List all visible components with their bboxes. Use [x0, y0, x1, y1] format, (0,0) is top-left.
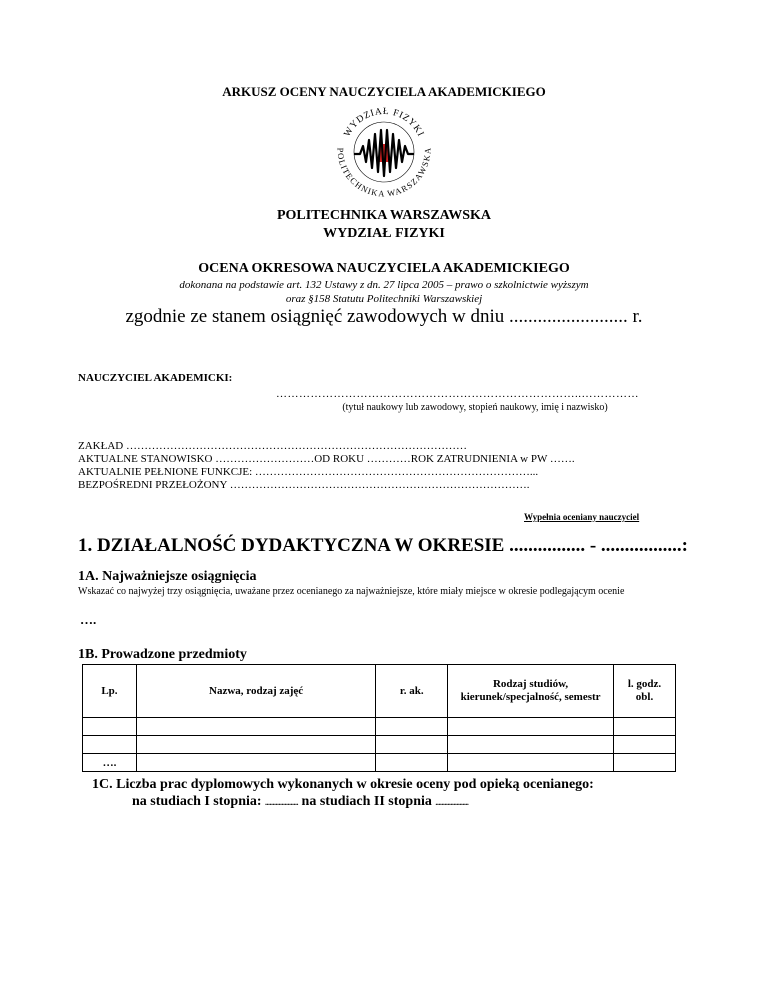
- section-1c-title: 1C. Liczba prac dyplomowych wykonanych w okresie oceny pod opieką ocenianego:: [92, 777, 594, 792]
- section-1a-title: 1A. Najważniejsze osiągnięcia: [78, 569, 257, 584]
- legal-basis-line-1: dokonana na podstawie art. 132 Ustawy z dn. 27 lipca 2005 – prawo o szkolnictwie wyższym: [179, 279, 589, 291]
- institution-name: POLITECHNIKA WARSZAWSKA: [276, 208, 492, 223]
- teacher-name-field[interactable]: ……………………………………………………………………..……………: [276, 388, 639, 400]
- col-header-year: r. ak.: [376, 665, 448, 718]
- table-cell[interactable]: [614, 718, 676, 736]
- teacher-name-caption: (tytuł naukowy lub zawodowy, stopień naukowy, imię i nazwisko): [342, 402, 608, 413]
- table-header-row: [83, 665, 676, 718]
- table-row: [83, 754, 676, 772]
- table-cell[interactable]: [614, 754, 676, 772]
- faculty-name: WYDZIAŁ FIZYKI: [323, 226, 445, 241]
- col-header-study-type: Rodzaj studiów, kierunek/specjalność, semestr: [448, 665, 614, 718]
- col-header-lp: Lp.: [83, 665, 137, 718]
- section-1b-title: 1B. Prowadzone przedmioty: [78, 647, 247, 662]
- position-field[interactable]: AKTUALNE STANOWISKO ………………………OD ROKU …………ROK ZATRUDNIENIA w PW …….: [78, 453, 575, 465]
- functions-field[interactable]: AKTUALNIE PEŁNIONE FUNKCJE: …………………………………………………………………...: [78, 466, 539, 478]
- col-header-name: Nazwa, rodzaj zajęć: [136, 665, 375, 718]
- supervisor-field[interactable]: BEZPOŚREDNI PRZEŁOŻONY ……………………………………………………………………….: [78, 479, 530, 491]
- col-header-hours: l. godz. obl.: [614, 665, 676, 718]
- table-cell[interactable]: [376, 754, 448, 772]
- table-cell[interactable]: ….: [83, 754, 137, 772]
- form-title: ARKUSZ OCENY NAUCZYCIELA AKADEMICKIEGO: [222, 84, 546, 99]
- logo-top-text: WYDZIAŁ FIZYKI: [342, 106, 426, 139]
- legal-basis-line-2: oraz §158 Statutu Politechniki Warszawskiej: [285, 293, 483, 305]
- assessment-title: OCENA OKRESOWA NAUCZYCIELA AKADEMICKIEGO: [198, 261, 570, 276]
- status-date-line: zgodnie ze stanem osiągnięć zawodowych w dniu ......................... r.: [125, 306, 643, 327]
- faculty-logo: [332, 100, 436, 204]
- table-cell[interactable]: [83, 718, 137, 736]
- section-1a-dots[interactable]: ….: [80, 612, 97, 627]
- second-degree-label: na studiach II stopnia: [301, 794, 432, 809]
- table-cell[interactable]: [614, 736, 676, 754]
- table-row: [83, 718, 676, 736]
- section-1c-counts: [132, 794, 468, 810]
- table-cell[interactable]: [448, 754, 614, 772]
- table-cell[interactable]: [376, 718, 448, 736]
- first-degree-field[interactable]: ......................: [265, 798, 299, 807]
- table-cell[interactable]: [448, 736, 614, 754]
- section-1a-note: Wskazać co najwyżej trzy osiągnięcia, uważane przez ocenianego za najważniejsze, które miały miejsce w okresie podlegającym ocenie: [78, 586, 625, 597]
- table-cell[interactable]: [83, 736, 137, 754]
- second-degree-field[interactable]: ......................: [435, 798, 469, 807]
- logo-wave-icon: [354, 130, 414, 176]
- table-cell[interactable]: [376, 736, 448, 754]
- teacher-label: NAUCZYCIEL AKADEMICKI:: [78, 372, 233, 384]
- table-cell[interactable]: [448, 718, 614, 736]
- first-degree-label: na studiach I stopnia:: [132, 794, 262, 809]
- department-field[interactable]: ZAKŁAD …………………………………………………………………………………: [78, 440, 467, 452]
- fill-note: Wypełnia oceniany nauczyciel: [524, 512, 640, 522]
- logo-bottom-text: POLITECHNIKA WARSZAWSKA: [335, 147, 433, 199]
- section-1-title: 1. DZIAŁALNOŚĆ DYDAKTYCZNA W OKRESIE ................ - .................:: [78, 535, 689, 556]
- table-row: [83, 736, 676, 754]
- table-cell[interactable]: [136, 754, 375, 772]
- table-cell[interactable]: [136, 718, 375, 736]
- courses-table: [82, 664, 676, 772]
- table-cell[interactable]: [136, 736, 375, 754]
